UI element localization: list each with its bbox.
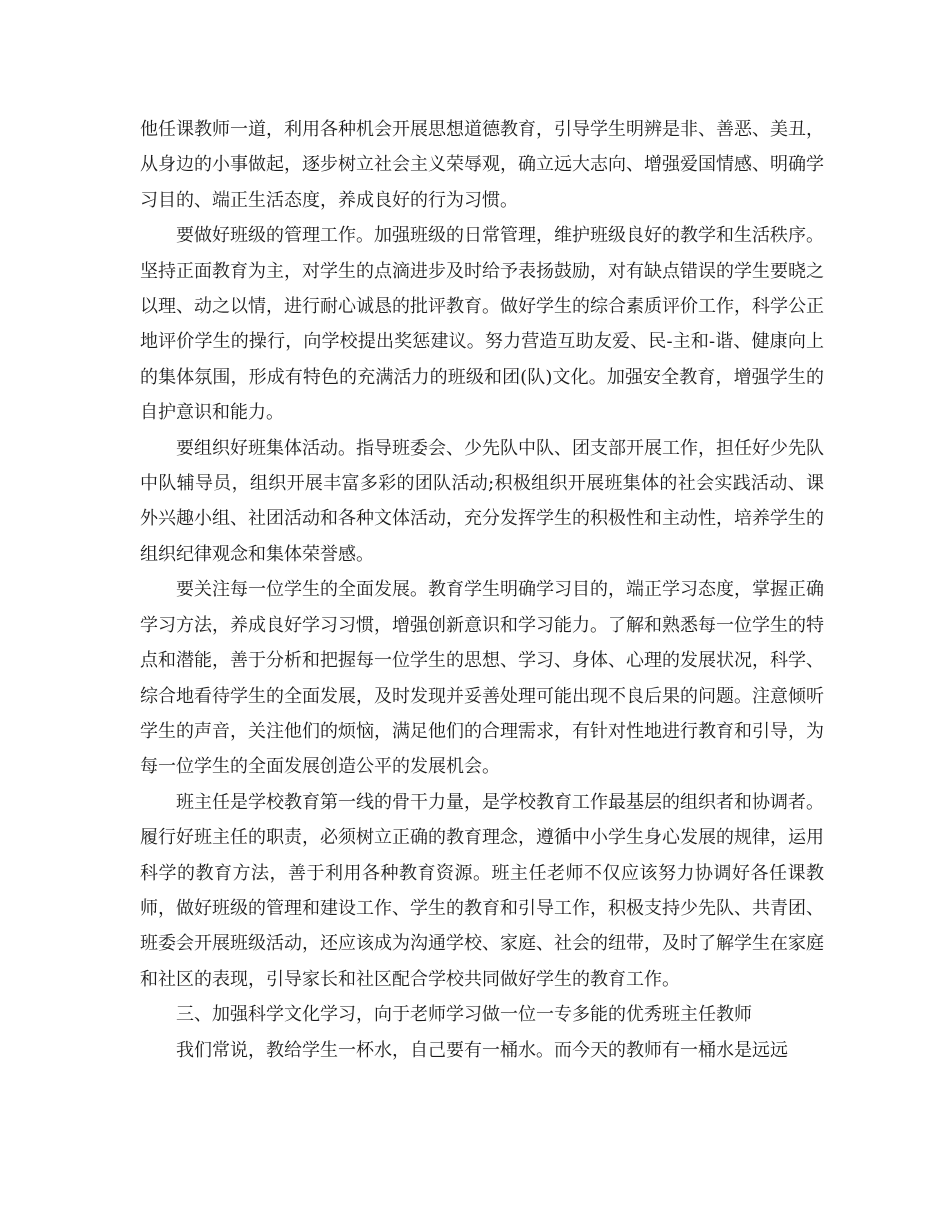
body-text xyxy=(140,112,824,1068)
paragraph-class-management: 要做好班级的管理工作。加强班级的日常管理，维护班级良好的教学和生活秩序。坚持正面教育为主，对学生的点滴进步及时给予表扬鼓励，对有缺点错误的学生要晓之以理、动之以情，进行耐心诚恳的批评教育。做好学生的综合素质评价工作，科学公正地评价学生的操行，向学校提出奖惩建议。努力营造互助友爱、民-主和-谐、健康向上的集体氛围，形成有特色的充满活力的班级和团(队)文化。加强安全教育，增强学生的自护意识和能力。 xyxy=(140,225,824,424)
paragraph-bucket-of-water: 我们常说，教给学生一杯水，自己要有一桶水。而今天的教师有一桶水是远远 xyxy=(176,1039,788,1061)
paragraph-student-development: 要关注每一位学生的全面发展。教育学生明确学习目的，端正学习态度，掌握正确学习方法，养成良好学习习惯，增强创新意识和学习能力。了解和熟悉每一位学生的特点和潜能，善于分析和把握每一位学生的思想、学习、身体、心理的发展状况，科学、综合地看待学生的全面发展，及时发现并妥善处理可能出现不良后果的问题。注意倾听学生的声音，关注他们的烦恼，满足他们的合理需求，有针对性地进行教育和引导，为每一位学生的全面发展创造公平的发展机会。 xyxy=(140,579,824,778)
paragraph-class-activities: 要组织好班集体活动。指导班委会、少先队中队、团支部开展工作，担任好少先队中队辅导员，组织开展丰富多彩的团队活动;积极组织开展班集体的社会实践活动、课外兴趣小组、社团活动和各种文体活动，充分发挥学生的积极性和主动性，培养学生的组织纪律观念和集体荣誉感。 xyxy=(140,437,824,565)
paragraph-head-teacher-role: 班主任是学校教育第一线的骨干力量，是学校教育工作最基层的组织者和协调者。履行好班主任的职责，必须树立正确的教育理念，遵循中小学生身心发展的规律，运用科学的教育方法，善于利用各种教育资源。班主任老师不仅应该努力协调好各任课教师，做好班级的管理和建设工作、学生的教育和引导工作，积极支持少先队、共青团、班委会开展班级活动，还应该成为沟通学校、家庭、社会的纽带，及时了解学生在家庭和社区的表现，引导家长和社区配合学校共同做好学生的教育工作。 xyxy=(140,791,824,990)
section-heading: 三、加强科学文化学习，向于老师学习做一位一专多能的优秀班主任教师 xyxy=(176,1004,752,1026)
paragraph-continued: 他任课教师一道，利用各种机会开展思想道德教育，引导学生明辨是非、善恶、美丑，从身边的小事做起，逐步树立社会主义荣辱观，确立远大志向、增强爱国情感、明确学习目的、端正生活态度，养成良好的行为习惯。 xyxy=(140,119,824,211)
